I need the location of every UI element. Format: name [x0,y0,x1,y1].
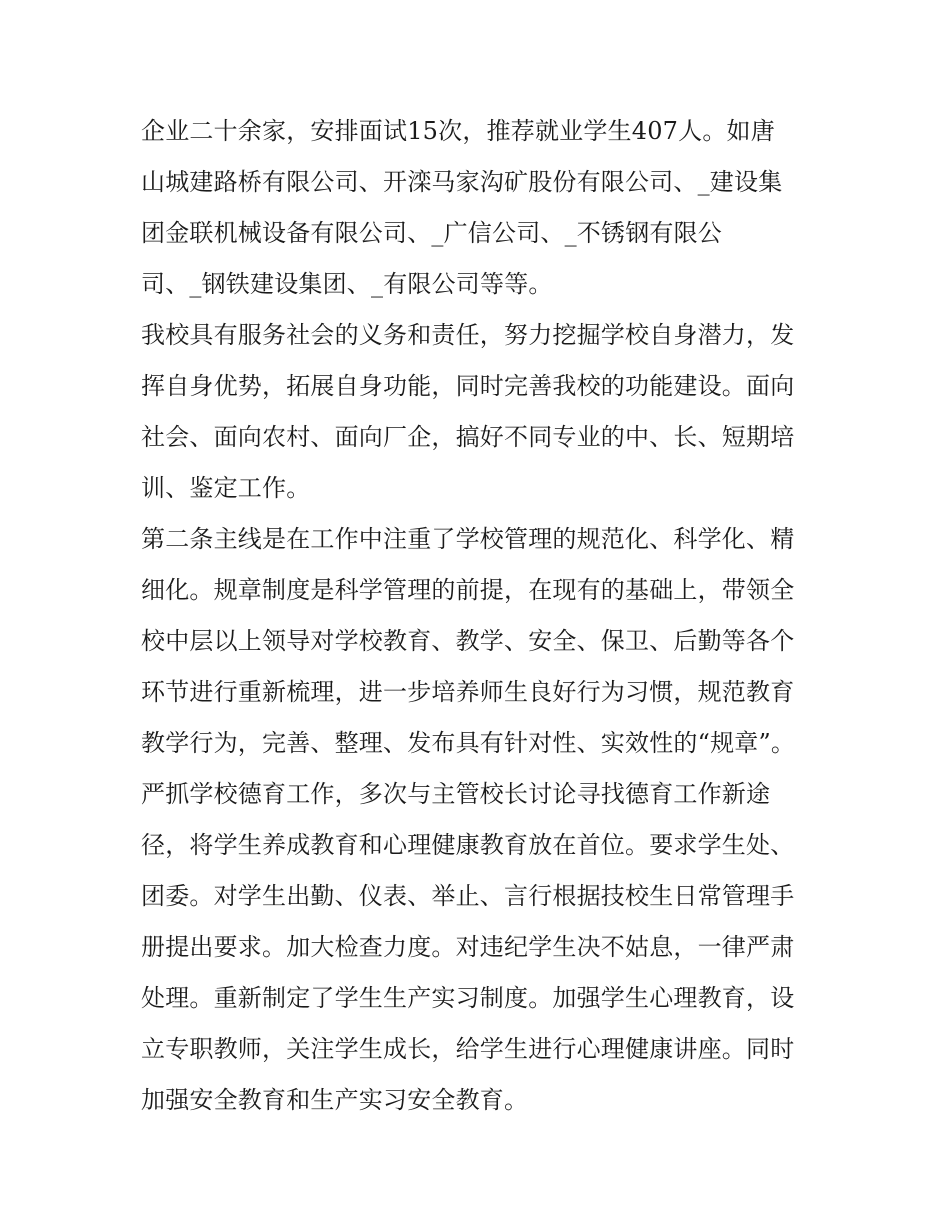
text-line: 团金联机械设备有限公司、_广信公司、_不锈钢有限公 [141,219,722,247]
text-line: 训、鉴定工作。 [141,474,311,502]
text-line: 径，将学生养成教育和心理健康教育放在首位。要求学生处、 [141,831,795,859]
text-line: 社会、面向农村、面向厂企，搞好不同专业的中、长、短期培 [141,423,795,451]
text-line: 挥自身优势，拓展自身功能，同时完善我校的功能建设。面向 [141,372,795,400]
text-line: 教学行为，完善、整理、发布具有针对性、实效性的“规章”。 [141,729,796,757]
text-line: 团委。对学生出勤、仪表、举止、言行根据技校生日常管理手 [141,882,795,910]
text-line: 司、_钢铁建设集团、_有限公司等等。 [141,270,553,298]
text-line: 山城建路桥有限公司、开滦马家沟矿股份有限公司、_建设集 [141,168,783,196]
text-line: 立专职教师，关注学生成长，给学生进行心理健康讲座。同时 [141,1035,795,1063]
text-line: 处理。重新制定了学生生产实习制度。加强学生心理教育，设 [141,984,795,1012]
text-line: 校中层以上领导对学校教育、教学、安全、保卫、后勤等各个 [141,627,795,655]
text-line: 我校具有服务社会的义务和责任，努力挖掘学校自身潜力，发 [141,321,795,349]
text-line: 细化。规章制度是科学管理的前提，在现有的基础上，带领全 [141,576,795,604]
text-line: 第二条主线是在工作中注重了学校管理的规范化、科学化、精 [141,525,795,553]
text-line: 严抓学校德育工作，多次与主管校长讨论寻找德育工作新途 [141,780,771,808]
body-text [141,106,821,1126]
text-line: 册提出要求。加大检查力度。对违纪学生决不姑息，一律严肃 [141,933,795,961]
text-line: 企业二十余家，安排面试15次，推荐就业学生407人。如唐 [141,117,775,145]
text-line: 加强安全教育和生产实习安全教育。 [141,1086,529,1114]
text-line: 环节进行重新梳理，进一步培养师生良好行为习惯，规范教育 [141,678,795,706]
